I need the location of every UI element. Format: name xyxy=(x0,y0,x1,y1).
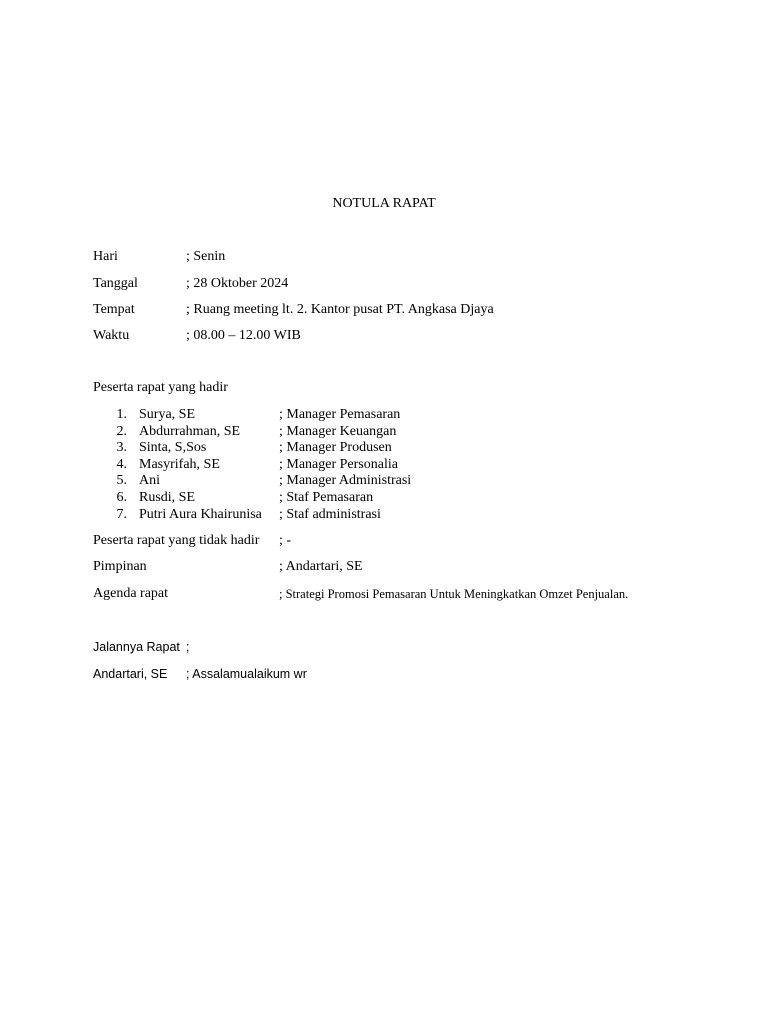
speaker-name: Andartari, SE xyxy=(93,667,168,681)
info-row-tempat xyxy=(93,302,494,318)
attendees-heading: Peserta rapat yang hadir xyxy=(93,380,228,395)
attendee-name: Masyrifah, SE xyxy=(139,456,220,472)
attendee-name: Rusdi, SE xyxy=(139,489,196,505)
attendee-name: Putri Aura Khairunisa xyxy=(139,507,262,522)
attendee-role: ; Staf Pemasaran xyxy=(279,489,374,505)
attendee-role: ; Manager Pemasaran xyxy=(279,407,401,422)
info-value: ; Ruang meeting lt. 2. Kantor pusat PT. Angkasa Djaya xyxy=(186,302,494,317)
attendee-role: ; Staf administrasi xyxy=(279,507,381,522)
attendee-role: ; Manager Keuangan xyxy=(279,423,397,439)
info-value: ; 28 Oktober 2024 xyxy=(186,276,289,291)
info-label: Hari xyxy=(93,249,118,264)
attendee-name: Abdurrahman, SE xyxy=(139,423,241,439)
agenda-row xyxy=(93,586,629,602)
document-title: NOTULA RAPAT xyxy=(332,196,436,211)
info-label: Tempat xyxy=(93,302,135,317)
attendee-role: ; Manager Administrasi xyxy=(279,473,412,488)
absent-label: Peserta rapat yang tidak hadir xyxy=(93,533,260,548)
list-number: 2. xyxy=(116,423,127,439)
attendee-name: Sinta, S,Sos xyxy=(139,440,207,455)
info-row-hari xyxy=(93,249,226,265)
info-label: Waktu xyxy=(93,328,130,343)
list-number: 1. xyxy=(116,407,127,422)
info-row-waktu xyxy=(93,328,301,344)
absent-row xyxy=(93,533,292,549)
list-number: 3. xyxy=(116,440,127,455)
info-value: ; 08.00 – 12.00 WIB xyxy=(186,328,301,343)
proceedings-row xyxy=(93,640,190,654)
info-row-tanggal xyxy=(93,276,289,292)
attendee-role: ; Manager Produsen xyxy=(279,440,392,455)
leader-value: ; Andartari, SE xyxy=(279,559,363,574)
list-number: 7. xyxy=(116,507,127,522)
agenda-value: ; Strategi Promosi Pemasaran Untuk Meningkatkan Omzet Penjualan. xyxy=(279,587,629,601)
absent-value: ; - xyxy=(279,533,292,548)
attendee-name: Ani xyxy=(139,473,160,488)
attendee-role: ; Manager Personalia xyxy=(279,456,398,472)
leader-label: Pimpinan xyxy=(93,559,147,574)
info-value: ; Senin xyxy=(186,249,226,264)
proceedings-value: ; xyxy=(186,640,190,654)
list-number: 4. xyxy=(116,456,127,472)
speech-row xyxy=(93,667,307,681)
speech-text: ; Assalamualaikum wr xyxy=(186,667,307,681)
leader-row xyxy=(93,559,363,575)
proceedings-label: Jalannya Rapat xyxy=(93,640,180,654)
list-number: 6. xyxy=(116,489,127,505)
info-label: Tanggal xyxy=(93,276,138,291)
agenda-label: Agenda rapat xyxy=(93,586,169,601)
list-number: 5. xyxy=(116,473,127,488)
attendee-name: Surya, SE xyxy=(139,407,195,422)
